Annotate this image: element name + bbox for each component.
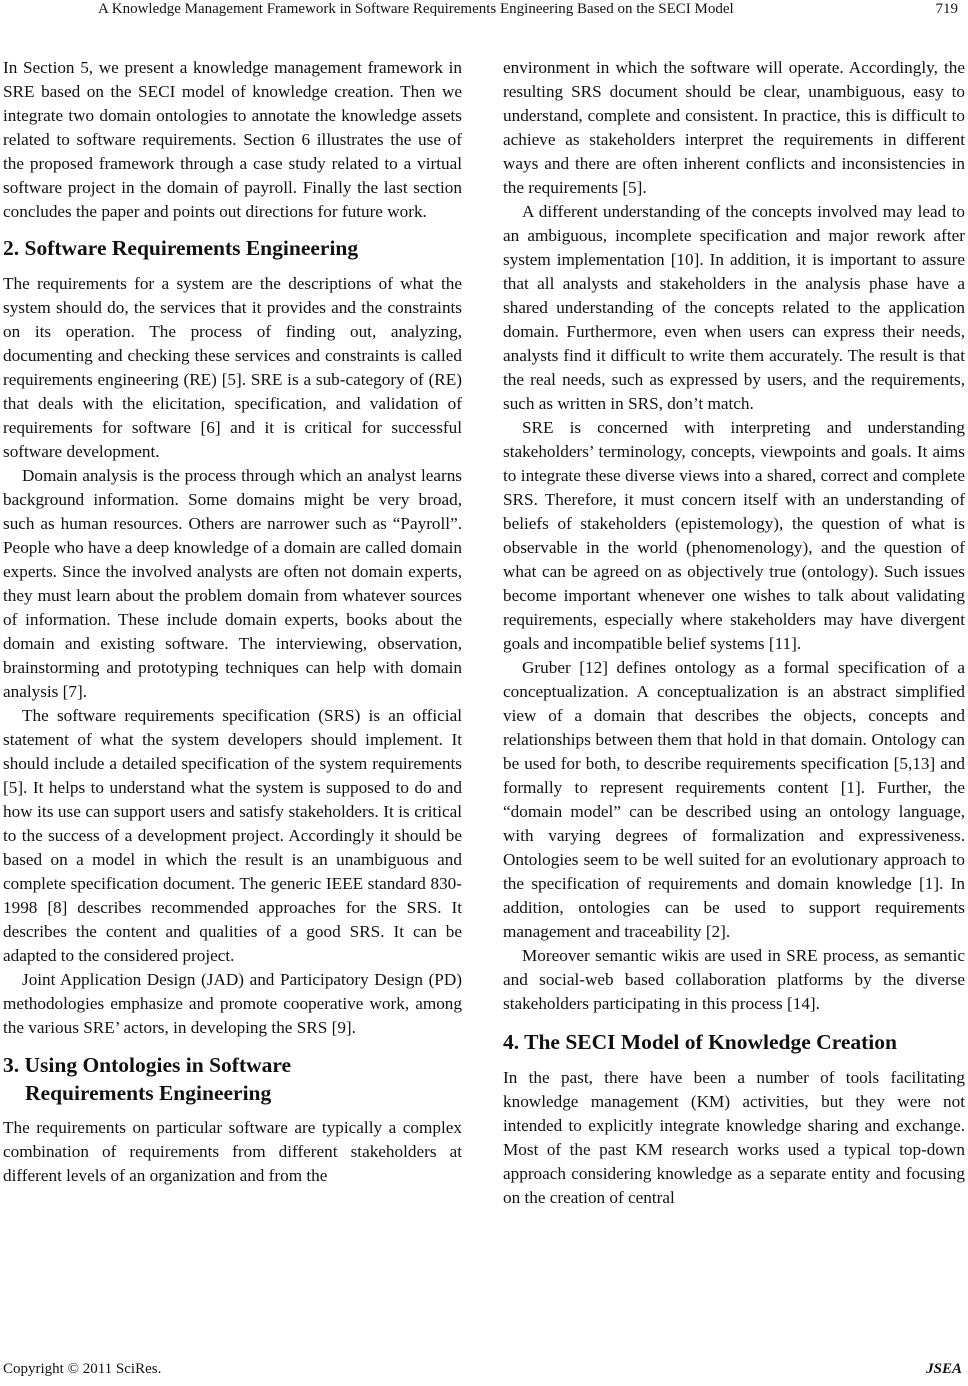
- heading-line-2: Requirements Engineering: [25, 1081, 272, 1105]
- paragraph-onto-3: SRE is concerned with interpreting and understanding stakeholders’ terminology, concepts, viewpoints and goals. It aims to integrate these diverse views into a shared, correct and complete SRS. Therefore, it must concern itself with an understanding of beliefs of stakeholders (epistemology), the question of what is observable in the world (phenomenology), and the question of what can be agreed on as objectively true (ontology). Such issues become important whenever one wishes to talk about validating requirements, especially where stakeholders may have divergent goals and incompatible belief systems [11].: [503, 418, 965, 653]
- paragraph-intro: In Section 5, we present a knowledge management framework in SRE based on the SECI model of knowledge creation. Then we integrate two domain ontologies to annotate the knowledge assets related to software requirements. Section 6 illustrates the use of the proposed framework through a case study related to a virtual software project in the domain of payroll. Finally the last section concludes the paper and points out directions for future work.: [3, 58, 462, 221]
- page-footer: [0, 1358, 968, 1380]
- paragraph-seci-1: In the past, there have been a number of tools facilitating knowledge management (KM) activities, but they were not intended to explicitly integrate knowledge sharing and exchange. Most of the past KM research works used a typical top-down approach considering knowledge as a separate entity and focusing on the creation of central: [503, 1068, 965, 1207]
- paragraph-sre-1: The requirements for a system are the descriptions of what the system should do, the services that it provides and the constraints on its operation. The process of finding out, analyzing, documenting and checking these services and constraints is called requirements engineering (RE) [5]. SRE is a sub-category of (RE) that deals with the elicitation, specification, and validation of requirements for software [6] and it is critical for successful software development.: [3, 274, 462, 461]
- running-head: [0, 0, 968, 22]
- paragraph-onto-4: Gruber [12] defines ontology as a formal specification of a conceptualization. A conceptualization is an abstract simplified view of a domain that describes the objects, concepts and relationships between them that hold in that domain. Ontology can be used for both, to describe requirements specification [5,13] and formally to represent requirements content [1]. Further, the “domain model” can be described using an ontology language, with varying degrees of formalization and expressiveness. Ontologies seem to be well suited for an evolutionary approach to the specification of requirements and domain knowledge [1]. In addition, ontologies can be used to support requirements management and traceability [2].: [503, 658, 965, 941]
- right-column: [503, 56, 965, 1210]
- paragraph-onto-2: A different understanding of the concepts involved may lead to an ambiguous, incomplete specification and major rework after system implementation [10]. In addition, it is important to assure that all analysts and stakeholders in the analysis phase have a shared understanding of the concepts related to the application domain. Furthermore, even when users can express their needs, analysts find it difficult to write them accurately. The result is that the real needs, such as expressed by users, and the requirements, such as written in SRS, don’t match.: [503, 202, 965, 413]
- paragraph-onto-1-cont: environment in which the software will operate. Accordingly, the resulting SRS document should be clear, unambiguous, easy to understand, complete and consistent. In practice, this is difficult to achieve as stakeholders interpret the requirements in different ways and there are often inherent conflicts and inconsistencies in the requirements [5].: [503, 58, 965, 197]
- paragraph-onto-5: Moreover semantic wikis are used in SRE process, as semantic and social-web based collaboration platforms by the diverse stakeholders participating in this process [14].: [503, 946, 965, 1013]
- running-title: A Knowledge Management Framework in Software Requirements Engineering Based on the SECI Model: [98, 1, 734, 17]
- left-column: [3, 56, 462, 1188]
- section-heading-seci: 4. The SECI Model of Knowledge Creation: [503, 1030, 897, 1054]
- section-heading-sre: 2. Software Requirements Engineering: [3, 236, 359, 260]
- heading-line-1: 3. Using Ontologies in Software: [3, 1053, 292, 1077]
- paragraph-onto-1-start: The requirements on particular software are typically a complex combination of requirements from different stakeholders at different levels of an organization and from the: [3, 1118, 462, 1185]
- paragraph-sre-2: Domain analysis is the process through which an analyst learns background information. Some domains might be very broad, such as human resources. Others are narrower such as “Payroll”. People who have a deep knowledge of a domain are called domain experts. Since the involved analysts are often not domain experts, they must learn about the problem domain from whatever sources of information. These include domain experts, books about the domain and existing software. The interviewing, observation, brainstorming and prototyping techniques can help with domain analysis [7].: [3, 466, 462, 701]
- paragraph-sre-3: The software requirements specification (SRS) is an official statement of what the system developers should implement. It should include a detailed specification of the system requirements [5]. It helps to understand what the system is supposed to do and how its use can support users and satisfy stakeholders. It is critical to the success of a development project. Accordingly it should be based on a model in which the result is an unambiguous and complete specification document. The generic IEEE standard 830-1998 [8] describes recommended approaches for the SRS. It describes the content and qualities of a good SRS. It can be adapted to the considered project.: [3, 706, 462, 965]
- paragraph-sre-4: Joint Application Design (JAD) and Participatory Design (PD) methodologies emphasize and promote cooperative work, among the various SRE’ actors, in developing the SRS [9].: [3, 970, 462, 1037]
- copyright-notice: Copyright © 2011 SciRes.: [3, 1361, 162, 1377]
- journal-abbreviation: JSEA: [926, 1361, 962, 1377]
- section-heading-ontologies: [3, 1051, 462, 1107]
- page-number: 719: [935, 1, 958, 17]
